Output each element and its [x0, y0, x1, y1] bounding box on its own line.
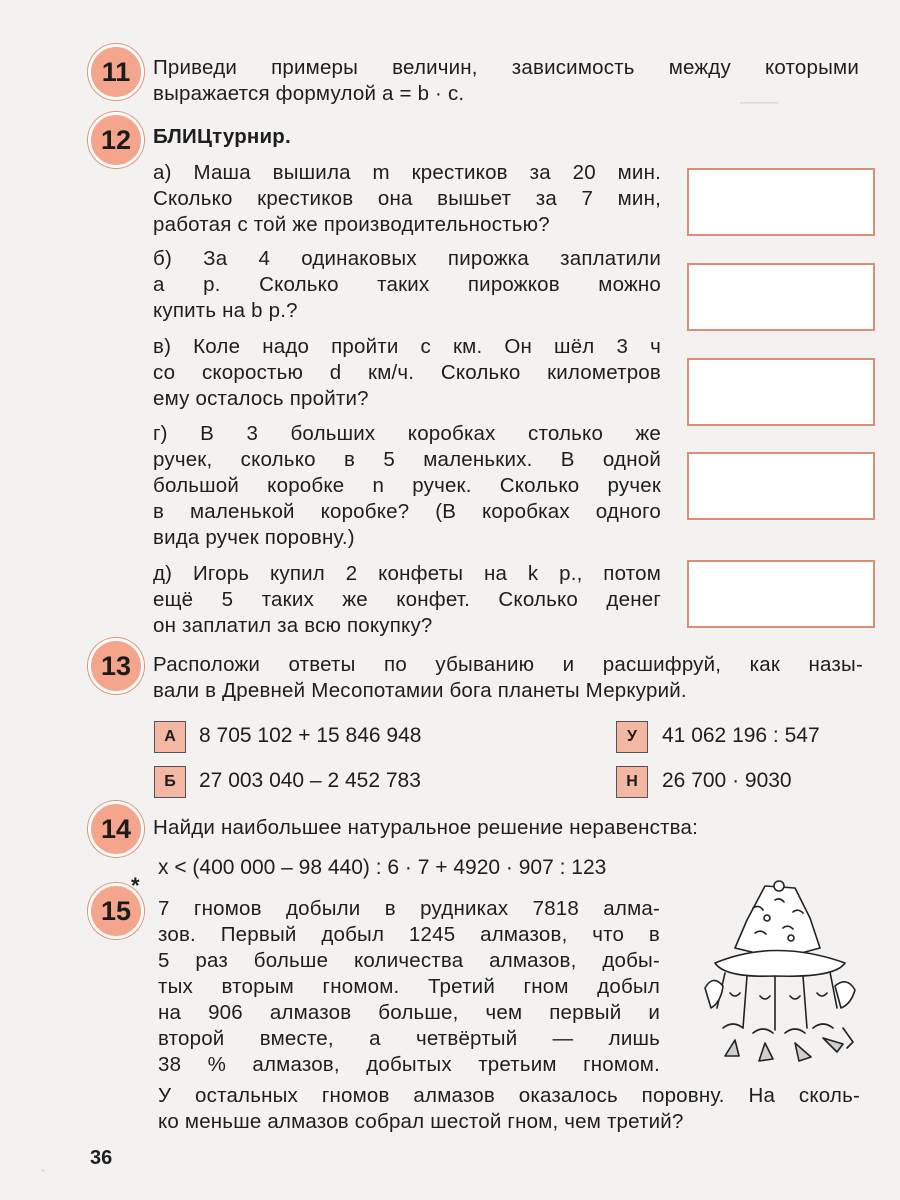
text-line: на 906 алмазов больше, чем первый и: [158, 1001, 660, 1024]
text-line: ещё 5 таких же конфет. Сколько денег: [153, 588, 661, 611]
task-number-badge: 13: [88, 638, 144, 694]
task-12-item-e: [153, 561, 661, 639]
text-line: д) Игорь купил 2 конфеты на k р., потом: [153, 562, 661, 585]
text-line: У остальных гномов алмазов оказалось поровну. На сколь-: [158, 1084, 860, 1107]
task-15-text: [158, 896, 660, 1026]
task-11-text: [153, 55, 859, 81]
bleed-through-text: ——: [740, 92, 778, 113]
cipher-expression: 26 700 · 9030: [662, 769, 792, 792]
cipher-letter-a: А: [154, 721, 186, 753]
text-line: в) Коле надо пройти c км. Он шёл 3 ч: [153, 335, 661, 358]
cipher-letter-b: Б: [154, 766, 186, 798]
difficulty-star: *: [131, 873, 140, 898]
text-line: купить на b р.?: [153, 299, 298, 322]
text-line: вида ручек поровну.): [153, 526, 355, 549]
page-number: 36: [90, 1147, 113, 1169]
task-14-inequality: x < (400 000 – 98 440) : 6 · 7 + 4920 · 907 : 123: [158, 856, 607, 879]
task-12-item-c: [153, 334, 661, 412]
text-line: а) Маша вышила m крестиков за 20 мин.: [153, 161, 661, 184]
text-line: вали в Древней Месопотамии бога планеты Меркурий.: [153, 679, 687, 702]
cipher-letter-n: Н: [616, 766, 648, 798]
cipher-expression: 27 003 040 – 2 452 783: [199, 769, 421, 792]
task-12-item-a: [153, 160, 661, 238]
text-line: работая с той же производительностью?: [153, 213, 550, 236]
text-line: тых вторым гномом. Третий гном добыл: [158, 975, 660, 998]
task-number-badge: 14: [88, 801, 144, 857]
answer-box-b[interactable]: [687, 263, 875, 331]
gnomes-illustration: [695, 878, 865, 1068]
task-15-text-cont: [158, 1052, 660, 1078]
task-11-formula-line: выражается формулой a = b · c.: [153, 82, 465, 105]
cipher-expression: 8 705 102 + 15 846 948: [199, 724, 422, 747]
answer-box-c[interactable]: [687, 358, 875, 426]
task-12-item-d: [153, 421, 661, 551]
task-number-badge: 15: [88, 883, 144, 939]
task-12-item-b: [153, 246, 661, 324]
task-13-text: [153, 652, 863, 704]
text-line: ко меньше алмазов собрал шестой гном, чем третий?: [158, 1110, 684, 1133]
text-line: a р. Сколько таких пирожков можно: [153, 273, 661, 296]
task-14-text: Найди наибольшее натуральное решение неравенства:: [153, 816, 699, 839]
cipher-expression: 41 062 196 : 547: [662, 724, 820, 747]
bleed-through-text: ·: [40, 1160, 47, 1181]
answer-box-a[interactable]: [687, 168, 875, 236]
cipher-letter-u: У: [616, 721, 648, 753]
text-line: Расположи ответы по убыванию и расшифруй, как назы-: [153, 653, 863, 676]
task-number-badge: 11: [88, 44, 144, 100]
text-line: он заплатил за всю покупку?: [153, 614, 433, 637]
text-line: большой коробке n ручек. Сколько ручек: [153, 474, 661, 497]
text-line: ему осталось пройти?: [153, 387, 369, 410]
text-line: со скоростью d км/ч. Сколько километров: [153, 361, 661, 384]
task-15-text-cont: [158, 1083, 860, 1135]
text-line: Сколько крестиков она вышьет за 7 мин,: [153, 187, 661, 210]
task-number-badge: 12: [88, 112, 144, 168]
task-11-line: Приведи примеры величин, зависимость между которыми: [153, 56, 859, 79]
text-line: второй вместе, а четвёртый — лишь: [158, 1027, 660, 1050]
text-line: г) В 3 больших коробках столько же: [153, 422, 661, 445]
text-line: зов. Первый добыл 1245 алмазов, что в: [158, 923, 660, 946]
task-15-text-cont: [158, 1026, 660, 1052]
answer-box-d[interactable]: [687, 452, 875, 520]
text-line: в маленькой коробке? (В коробках одного: [153, 500, 661, 523]
text-line: 7 гномов добыли в рудниках 7818 алма-: [158, 897, 660, 920]
task-12-title: БЛИЦтурнир.: [153, 125, 291, 148]
text-line: б) За 4 одинаковых пирожка заплатили: [153, 247, 661, 270]
text-line: 38 % алмазов, добытых третьим гномом.: [158, 1053, 660, 1076]
text-line: 5 раз больше количества алмазов, добы-: [158, 949, 660, 972]
text-line: ручек, сколько в 5 маленьких. В одной: [153, 448, 661, 471]
answer-box-e[interactable]: [687, 560, 875, 628]
